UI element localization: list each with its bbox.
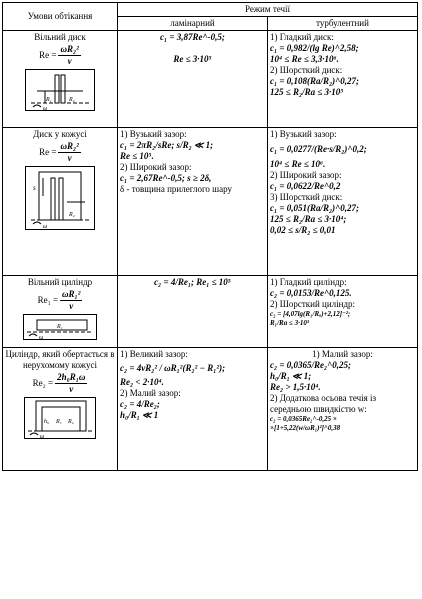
svg-text:h₀: h₀ [44,419,50,425]
svg-text:R₂: R₂ [68,419,74,425]
svg-text:s: s [33,184,36,192]
condition-label: Диск у кожусі [33,129,87,139]
table-row [3,31,418,128]
header-laminar: ламінарний [118,17,268,31]
laminar-cell: c₁ = 3,87Re^-0,5; Re ≤ 3·10⁵ [118,31,268,128]
condition-label: Вільний циліндр [27,277,93,287]
header-conditions: Умови обтікання [3,3,118,31]
turbulent-cell: 1) Гладкий циліндр: c₂ = 0,0153/Re^0,125. 2) Шорсткий циліндр: c₂ = [4,07lg(R₁/Rₐ)+2,12]⁻²; R₁/Ra ≤ 3·10³ [268,276,418,348]
header-turbulent: турбулентний [268,17,418,31]
laminar-cell: 1) Великий зазор: c₂ = 4νR₂² / ωR₁²(R₂² − R₁²); Re₂ < 2·10⁴. 2) Малий зазор: c₂ = 4/Re₂; h₀/R₁ ≪ 1 [118,348,268,471]
reynolds-formula: Re₂ = $\frac{\text{2h₀R₁ω}}{\nu}$ [32,372,86,394]
reynolds-formula: Re = $\frac{\text{ωR₂²}}{\nu}$ [39,44,79,66]
casing-disc-diagram [25,166,95,230]
svg-text:ω: ω [40,434,45,439]
condition-label: Циліндр, який обертається в нерухомому кожусі [5,349,115,370]
svg-text:R₁: R₁ [46,97,52,103]
header-flow-regime: Режим течії [118,3,418,17]
svg-text:R₂: R₂ [69,97,75,103]
free-disc-diagram [25,69,95,111]
condition-label: Вільний диск [34,32,86,42]
condition-cell [3,31,118,128]
drag-coefficient-table [2,2,418,471]
svg-text:ω: ω [43,106,48,111]
cylinder-casing-diagram [24,397,96,439]
turbulent-cell: 1) Гладкий диск: c₁ = 0,982/(lg Re)^2,58; 10⁴ ≤ Re ≤ 3,3·10⁶. 2) Шорсткий диск: c₁ = 0,108(Ra/R₂)^0,27; 125 ≤ R₂/Ra ≤ 3·10⁵ [268,31,418,128]
free-cylinder-diagram [23,314,97,340]
laminar-cell: c₂ = 4/Re₁; Re₁ ≤ 10⁵ [118,276,268,348]
condition-cell [3,348,118,471]
svg-text:ω: ω [39,335,44,340]
turbulent-cell: 1) Малий зазор: c₂ = 0,0365/Re₂^0,25; h₀/R₁ ≪ 1; Re₂ > 1,5·10⁴. 2) Додаткова осьова течія із середньою швидкістю w: c₂ = 0,0365Re₂^-0,25 × ×[1+5,22(w/ωR₁)²]^0,38 [268,348,418,471]
svg-text:ω: ω [43,224,48,230]
turbulent-cell: 1) Вузький зазор: c₁ = 0,0277/(Re·s/R₂)^0,2; 10⁴ ≤ Re ≤ 10⁶. 2) Широкий зазор: c₁ = 0,0622/Re^0,2 3) Шорсткий диск: c₁ = 0,051(Ra/R₂)^0,27; 125 ≤ R₂/Ra ≤ 3·10⁴; 0,02 ≤ s/R₂ ≤ 0,01 [268,128,418,276]
table-row [3,128,418,276]
reynolds-formula: Re₁ = $\frac{\text{ωR₁²}}{\nu}$ [37,289,81,311]
reynolds-formula: Re = $\frac{\text{ωR₂²}}{\nu}$ [39,141,79,163]
svg-text:R₁: R₁ [57,324,63,330]
laminar-cell: 1) Вузький зазор: c₁ = 2πR₂/sRe; s/R₂ ≪ 1; Re ≤ 10⁵. 2) Широкий зазор: c₁ = 2,67Re^-0,5; s ≥ 2δ, δ - товщина прилеглого шару [118,128,268,276]
table-row [3,348,418,471]
table-row [3,276,418,348]
svg-text:R₁: R₁ [56,419,62,425]
condition-cell [3,276,118,348]
condition-cell [3,128,118,276]
svg-text:R₂: R₂ [69,212,75,218]
